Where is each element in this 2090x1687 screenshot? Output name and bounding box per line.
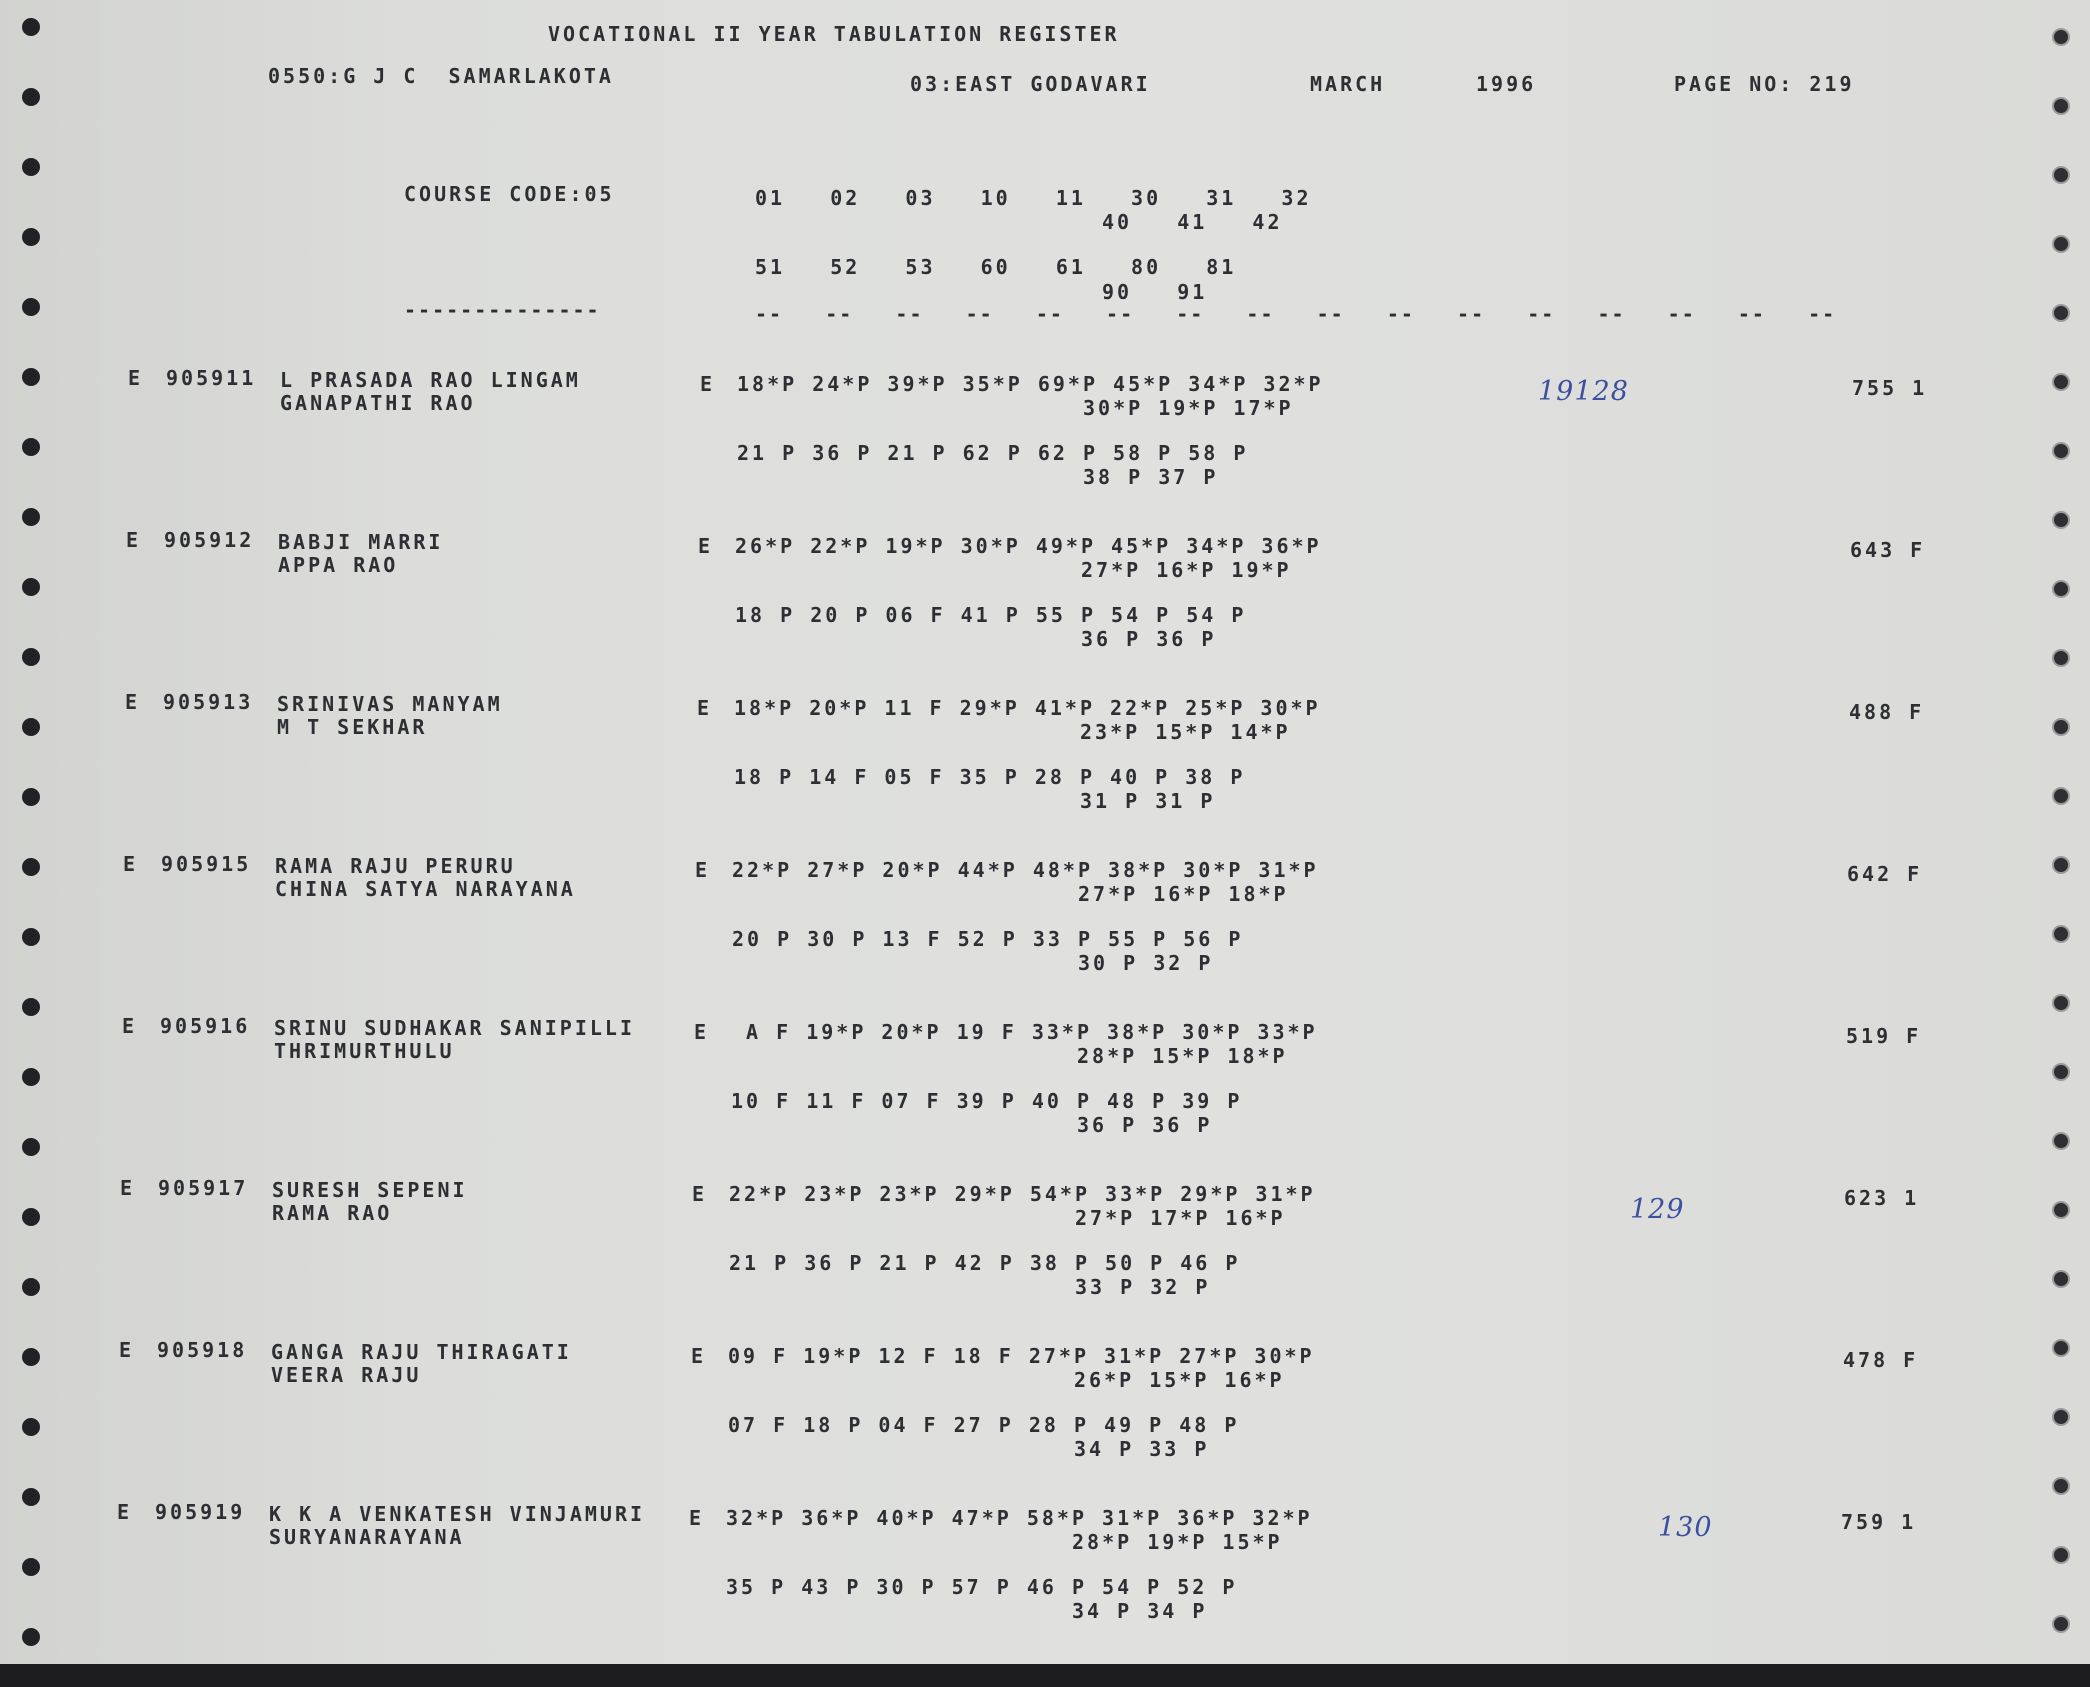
sprocket-hole [2052, 1063, 2070, 1081]
hall-ticket-number: 905919 [155, 1500, 246, 1524]
marks-line2: 26*P 15*P 16*P [1074, 1368, 1285, 1392]
marks-line1: 22*P 23*P 23*P 29*P 54*P 33*P 29*P 31*P [729, 1182, 1316, 1206]
marks-line1: 32*P 36*P 40*P 47*P 58*P 31*P 36*P 32*P [726, 1506, 1313, 1530]
hall-ticket-number: 905918 [157, 1338, 248, 1362]
medium-code: E [691, 1344, 707, 1368]
sprocket-hole [2052, 28, 2070, 46]
medium-code: E [695, 858, 711, 882]
sprocket-hole [2052, 925, 2070, 943]
sprocket-hole [2052, 442, 2070, 460]
student-guardian: APPA RAO [278, 553, 399, 577]
total-result: 488 F [1849, 700, 1925, 724]
sprocket-hole [2052, 166, 2070, 184]
marks-line4: 30 P 32 P [1078, 951, 1214, 975]
marks-line4: 38 P 37 P [1083, 465, 1219, 489]
sprocket-hole [2052, 580, 2070, 598]
sprocket-hole [22, 88, 40, 106]
marks-line1: 26*P 22*P 19*P 30*P 49*P 45*P 34*P 36*P [735, 534, 1322, 558]
marks-line2: 28*P 15*P 18*P [1077, 1044, 1288, 1068]
student-flag: E [119, 1338, 135, 1362]
sprocket-hole [22, 998, 40, 1016]
student-flag: E [123, 852, 139, 876]
hall-ticket-number: 905912 [164, 528, 255, 552]
marks-line1: 22*P 27*P 20*P 44*P 48*P 38*P 30*P 31*P [732, 858, 1319, 882]
sprocket-hole [22, 1628, 40, 1646]
marks-line3: 18 P 20 P 06 F 41 P 55 P 54 P 54 P [735, 603, 1247, 627]
medium-code: E [700, 372, 716, 396]
medium-code: E [692, 1182, 708, 1206]
sprocket-hole [2052, 1201, 2070, 1219]
marks-line4: 36 P 36 P [1081, 627, 1217, 651]
sprocket-hole [2052, 304, 2070, 322]
marks-line2: 27*P 16*P 19*P [1081, 558, 1292, 582]
sprocket-hole [2052, 373, 2070, 391]
marks-line3: 18 P 14 F 05 F 35 P 28 P 40 P 38 P [734, 765, 1246, 789]
student-guardian: RAMA RAO [272, 1201, 393, 1225]
sprocket-hole [2052, 1615, 2070, 1633]
sprocket-hole [22, 438, 40, 456]
student-flag: E [120, 1176, 136, 1200]
student-name: L PRASADA RAO LINGAM [280, 368, 581, 392]
marks-line2: 27*P 16*P 18*P [1078, 882, 1289, 906]
student-guardian: GANAPATHI RAO [280, 391, 476, 415]
sprocket-hole [2052, 856, 2070, 874]
marks-line4: 34 P 33 P [1074, 1437, 1210, 1461]
student-guardian: SURYANARAYANA [269, 1525, 465, 1549]
sprocket-hole [2052, 1408, 2070, 1426]
student-name: GANGA RAJU THIRAGATI [271, 1340, 572, 1364]
sprocket-hole [2052, 97, 2070, 115]
subject-codes-row4: 90 91 [1102, 280, 1208, 304]
sprocket-hole [2052, 649, 2070, 667]
course-underline: -------------- [404, 298, 601, 322]
hall-ticket-number: 905915 [161, 852, 252, 876]
sprocket-hole [2052, 1477, 2070, 1495]
marks-line3: 07 F 18 P 04 F 27 P 28 P 49 P 48 P [728, 1413, 1240, 1437]
sprocket-hole [22, 1068, 40, 1086]
sprocket-hole [22, 1138, 40, 1156]
total-result: 643 F [1850, 538, 1926, 562]
marks-line4: 34 P 34 P [1072, 1599, 1208, 1623]
student-name: BABJI MARRI [278, 530, 444, 554]
total-result: 642 F [1847, 862, 1923, 886]
sprocket-hole [22, 1348, 40, 1366]
marks-line2: 27*P 17*P 16*P [1075, 1206, 1286, 1230]
sprocket-hole [22, 928, 40, 946]
marks-line3: 35 P 43 P 30 P 57 P 46 P 54 P 52 P [726, 1575, 1238, 1599]
sprocket-hole [22, 1418, 40, 1436]
exam-year: 1996 [1476, 72, 1537, 96]
marks-line3: 21 P 36 P 21 P 42 P 38 P 50 P 46 P [729, 1251, 1241, 1275]
register-title: VOCATIONAL II YEAR TABULATION REGISTER [548, 22, 1120, 46]
subject-codes-row3: 51 52 53 60 61 80 81 [755, 255, 1237, 279]
sprocket-hole [22, 368, 40, 386]
student-name: SURESH SEPENI [272, 1178, 468, 1202]
student-name: K K A VENKATESH VINJAMURI [269, 1502, 646, 1526]
college-code: 0550:G J C SAMARLAKOTA [268, 64, 614, 88]
sprocket-hole [22, 858, 40, 876]
student-name: SRINU SUDHAKAR SANIPILLI [274, 1016, 635, 1040]
sprocket-hole [2052, 718, 2070, 736]
student-name: SRINIVAS MANYAM [277, 692, 503, 716]
handwritten-note: 129 [1630, 1194, 1685, 1225]
marks-line3: 10 F 11 F 07 F 39 P 40 P 48 P 39 P [731, 1089, 1243, 1113]
course-code-label: COURSE CODE:05 [404, 182, 615, 206]
student-guardian: M T SEKHAR [277, 715, 428, 739]
sprocket-hole [22, 508, 40, 526]
sprocket-hole [22, 1558, 40, 1576]
sprocket-hole [22, 1208, 40, 1226]
sprocket-hole [22, 788, 40, 806]
hall-ticket-number: 905913 [163, 690, 254, 714]
sprocket-hole [2052, 1546, 2070, 1564]
sprocket-hole [2052, 1339, 2070, 1357]
marks-line1: 18*P 24*P 39*P 35*P 69*P 45*P 34*P 32*P [737, 372, 1324, 396]
total-result: 519 F [1846, 1024, 1922, 1048]
marks-line2: 30*P 19*P 17*P [1083, 396, 1294, 420]
marks-line2: 23*P 15*P 14*P [1080, 720, 1291, 744]
handwritten-note: 19128 [1538, 376, 1629, 407]
medium-code: E [697, 696, 713, 720]
total-result: 759 1 [1841, 1510, 1917, 1534]
sprocket-hole [2052, 235, 2070, 253]
sheet-shadow-edge [0, 1664, 2090, 1687]
student-flag: E [128, 366, 144, 390]
district: 03:EAST GODAVARI [910, 72, 1151, 96]
marks-line1: 09 F 19*P 12 F 18 F 27*P 31*P 27*P 30*P [728, 1344, 1315, 1368]
marks-line2: 28*P 19*P 15*P [1072, 1530, 1283, 1554]
student-flag: E [125, 690, 141, 714]
sprocket-hole [22, 18, 40, 36]
student-guardian: CHINA SATYA NARAYANA [275, 877, 576, 901]
medium-code: E [689, 1506, 705, 1530]
sprocket-hole [22, 228, 40, 246]
marks-line4: 31 P 31 P [1080, 789, 1216, 813]
sprocket-hole [22, 718, 40, 736]
exam-month: MARCH [1310, 72, 1386, 96]
total-result: 755 1 [1852, 376, 1928, 400]
handwritten-note: 130 [1658, 1512, 1713, 1543]
sprocket-hole [22, 578, 40, 596]
sprocket-hole [2052, 1270, 2070, 1288]
marks-line1: A F 19*P 20*P 19 F 33*P 38*P 30*P 33*P [731, 1020, 1318, 1044]
medium-code: E [694, 1020, 710, 1044]
medium-code: E [698, 534, 714, 558]
hall-ticket-number: 905917 [158, 1176, 249, 1200]
sprocket-hole [22, 1488, 40, 1506]
page-number: PAGE NO: 219 [1674, 72, 1855, 96]
student-guardian: THRIMURTHULU [274, 1039, 455, 1063]
hall-ticket-number: 905911 [166, 366, 257, 390]
total-result: 478 F [1843, 1348, 1919, 1372]
student-flag: E [122, 1014, 138, 1038]
sprocket-hole [22, 648, 40, 666]
sprocket-hole [22, 1278, 40, 1296]
sprocket-hole [2052, 787, 2070, 805]
total-result: 623 1 [1844, 1186, 1920, 1210]
subject-codes-row2: 40 41 42 [1102, 210, 1283, 234]
marks-line3: 21 P 36 P 21 P 62 P 62 P 58 P 58 P [737, 441, 1249, 465]
marks-line4: 33 P 32 P [1075, 1275, 1211, 1299]
marks-line4: 36 P 36 P [1077, 1113, 1213, 1137]
marks-line3: 20 P 30 P 13 F 52 P 33 P 55 P 56 P [732, 927, 1244, 951]
columns-underline: -- -- -- -- -- -- -- -- -- -- -- -- -- -- -- -- [755, 302, 1837, 326]
sprocket-hole [2052, 1132, 2070, 1150]
student-flag: E [117, 1500, 133, 1524]
student-flag: E [126, 528, 142, 552]
hall-ticket-number: 905916 [160, 1014, 251, 1038]
student-guardian: VEERA RAJU [271, 1363, 422, 1387]
subject-codes-row1: 01 02 03 10 11 30 31 32 [755, 186, 1312, 210]
sprocket-hole [2052, 994, 2070, 1012]
student-name: RAMA RAJU PERURU [275, 854, 516, 878]
sprocket-hole [22, 158, 40, 176]
sprocket-hole [2052, 511, 2070, 529]
sprocket-hole [22, 298, 40, 316]
marks-line1: 18*P 20*P 11 F 29*P 41*P 22*P 25*P 30*P [734, 696, 1321, 720]
